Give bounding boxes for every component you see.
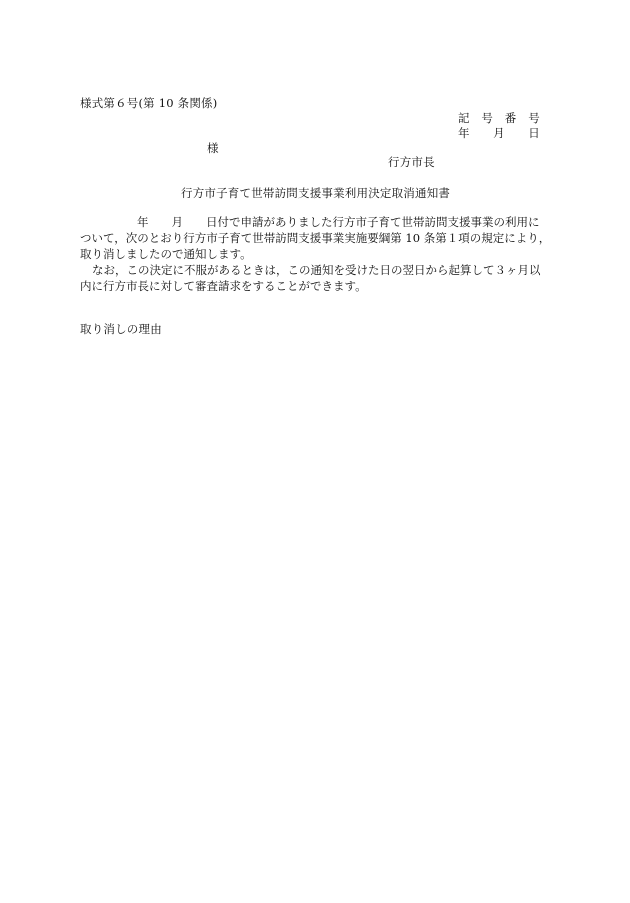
body-paragraph-1-line-3: 取り消しましたので通知します。 <box>80 247 252 261</box>
reason-label: 取り消しの理由 <box>80 322 162 336</box>
recipient-honorific: 様 <box>207 141 219 155</box>
document-title: 行方市子育て世帯訪問支援事業利用決定取消通知書 <box>181 186 451 200</box>
date-label: 年 月 日 <box>458 126 540 140</box>
body-paragraph-1-line-2: ついて，次のとおり行方市子育て世帯訪問支援事業実施要綱第 10 条第１項の規定により， <box>80 231 551 245</box>
body-paragraph-1-line-1: 年 月 日付で申請がありました行方市子育て世帯訪問支援事業の利用に <box>137 215 540 229</box>
body-paragraph-2-line-1: なお，この決定に不服があるときは，この通知を受けた日の翌日から起算して３ヶ月以 <box>92 263 541 277</box>
record-number-label: 記 号 番 号 <box>458 111 540 125</box>
issuer-name: 行方市長 <box>388 155 435 169</box>
body-paragraph-2-line-2: 内に行方市長に対して審査請求をすることができます。 <box>80 279 367 293</box>
form-number: 様式第６号(第 10 条関係) <box>80 96 218 110</box>
